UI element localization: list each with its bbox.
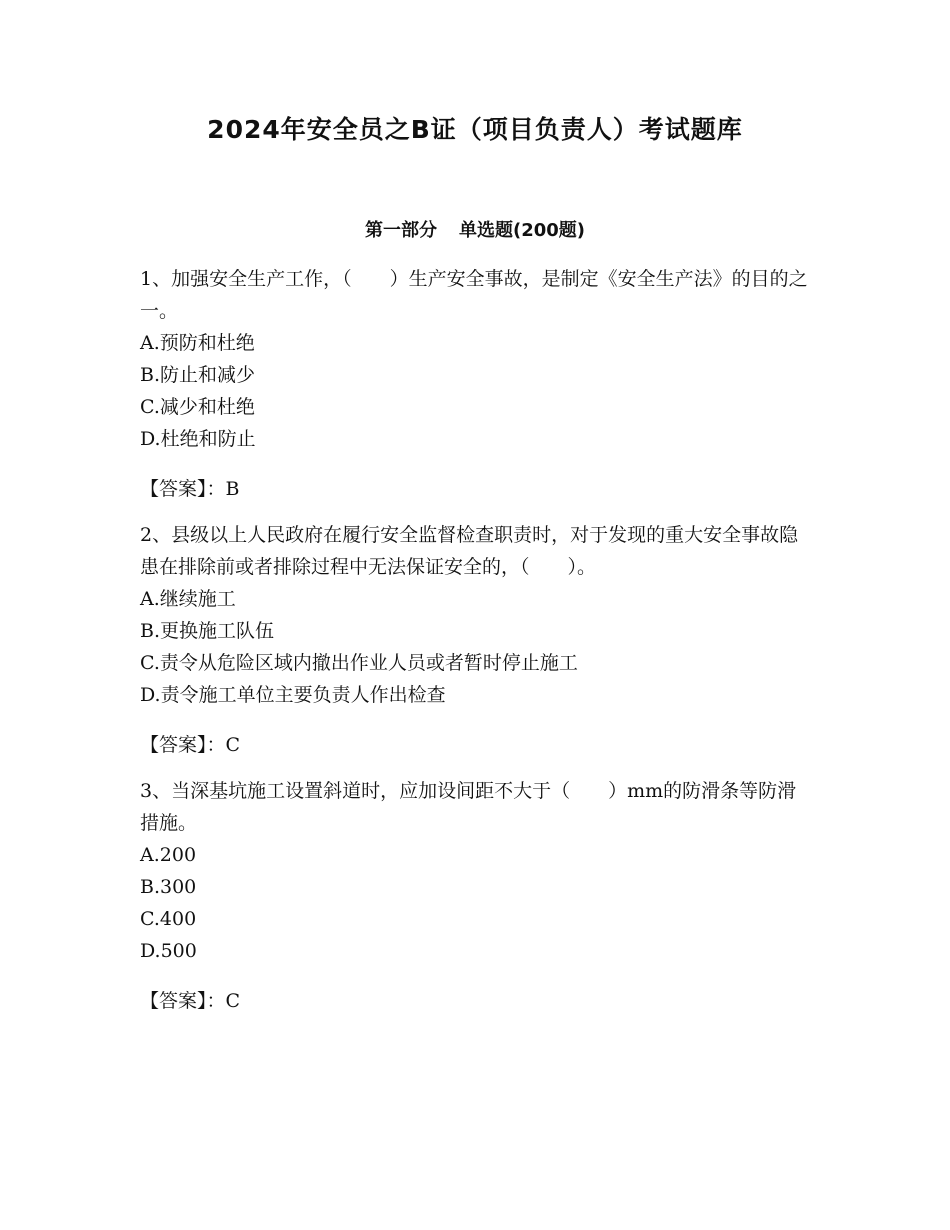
- answer-line: [140, 473, 810, 505]
- answer-label: 【答案】：: [140, 734, 226, 756]
- option-d: D.500: [140, 940, 197, 962]
- option-d: D.杜绝和防止: [140, 428, 256, 450]
- question-1: [140, 263, 810, 505]
- question-stem: 1、加强安全生产工作，（ ）生产安全事故，是制定《安全生产法》的目的之一。: [140, 268, 808, 322]
- section-part: 第一部分: [364, 220, 437, 241]
- answer-value: C: [225, 734, 241, 756]
- answer-line: [140, 729, 810, 761]
- section-heading: [0, 217, 950, 245]
- question-list: [140, 263, 810, 1031]
- option-c: C.责令从危险区域内撤出作业人员或者暂时停止施工: [140, 652, 578, 674]
- option-c: C.400: [140, 908, 197, 930]
- question-2: [140, 519, 810, 761]
- answer-value: C: [225, 990, 241, 1012]
- option-b: B.防止和减少: [140, 364, 256, 386]
- section-name: 单选题(200题): [458, 220, 586, 241]
- document-title: 2024年安全员之B证（项目负责人）考试题库: [207, 115, 743, 144]
- option-a: A.预防和杜绝: [140, 332, 255, 354]
- question-stem: 2、县级以上人民政府在履行安全监督检查职责时，对于发现的重大安全事故隐患在排除前或者排除过程中无法保证安全的，（ ）。: [140, 524, 799, 578]
- question-stem: 3、当深基坑施工设置斜道时，应加设间距不大于（ ）mm的防滑条等防滑措施。: [140, 780, 797, 834]
- option-a: A.200: [140, 844, 197, 866]
- answer-value: B: [225, 478, 240, 500]
- answer-label: 【答案】：: [140, 990, 226, 1012]
- option-a: A.继续施工: [140, 588, 236, 610]
- option-d: D.责令施工单位主要负责人作出检查: [140, 684, 446, 706]
- answer-line: [140, 985, 810, 1017]
- question-3: [140, 775, 810, 1017]
- option-c: C.减少和杜绝: [140, 396, 255, 418]
- answer-label: 【答案】：: [140, 478, 226, 500]
- option-b: B.300: [140, 876, 197, 898]
- option-b: B.更换施工队伍: [140, 620, 275, 642]
